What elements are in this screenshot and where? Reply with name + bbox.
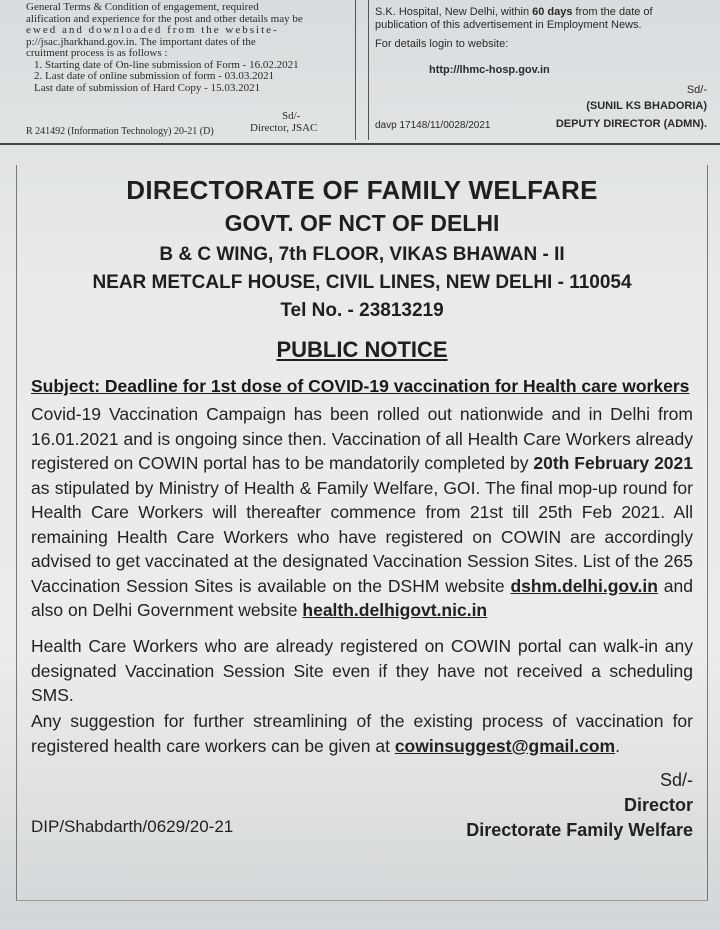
hospital-line: publication of this advertisement in Employment News. — [375, 19, 642, 31]
notice-paragraph-1 — [31, 402, 693, 623]
hospital-signatory-designation: DEPUTY DIRECTOR (ADMN). — [555, 118, 707, 130]
jsac-line: p://jsac.jharkhand.gov.in. The important dates of the — [26, 35, 256, 48]
telephone-line: Tel No. - 23813219 — [280, 300, 444, 321]
hospital-advertisement-clipping — [368, 0, 713, 140]
govt-heading: GOVT. OF NCT OF DELHI — [224, 210, 500, 236]
jsac-line: General Terms & Condition of engagement, required — [26, 1, 259, 13]
jsac-signatory: Director, JSAC — [250, 122, 318, 134]
notice-signatory-org: Directorate Family Welfare — [466, 820, 693, 840]
hospital-website-link[interactable]: http://lhmc-hosp.gov.in — [429, 64, 550, 76]
notice-paragraph-2: Health Care Workers who are already registered on COWIN portal can walk-in any designated Vaccination Session Site even if they have not received a scheduling SMS. — [31, 636, 693, 705]
hospital-line: For details login to website: — [375, 38, 509, 50]
notice-paragraph-3 — [31, 709, 693, 758]
jsac-line: cruitment process is as follows : — [26, 47, 168, 59]
notice-reference-code: DIP/Shabdarth/0629/20-21 — [31, 817, 234, 836]
hospital-reference: davp 17148/11/0028/2021 — [375, 120, 491, 131]
jsac-date-item: Last date of submission of Hard Copy - 15.03.2021 — [34, 81, 261, 94]
suggestion-email-link[interactable]: cowinsuggest@gmail.com — [394, 735, 616, 756]
notice-signature: Sd/- — [659, 770, 693, 790]
address-line-1: B & C WING, 7th FLOOR, VIKAS BHAWAN - II — [159, 244, 565, 265]
deadline-date: 20th February 2021 — [533, 453, 693, 473]
hospital-signatory-name: (SUNIL KS BHADORIA) — [586, 100, 707, 112]
address-line-2: NEAR METCALF HOUSE, CIVIL LINES, NEW DELHI - 110054 — [92, 272, 632, 293]
jsac-line: alification and experience for the post and other details may be — [26, 12, 303, 25]
hospital-signature: Sd/- — [686, 84, 707, 96]
jsac-ad-text — [26, 2, 344, 94]
org-name-heading: DIRECTORATE OF FAMILY WELFARE — [126, 175, 598, 205]
notice-subject: Subject: Deadline for 1st dose of COVID-19 vaccination for Health care workers — [31, 376, 690, 396]
notice-title: PUBLIC NOTICE — [276, 337, 448, 362]
hospital-line-text: S.K. Hospital, New Delhi, within — [375, 6, 533, 18]
hospital-line-bold: 60 days — [532, 6, 573, 18]
dshm-website-link[interactable]: dshm.delhi.gov.in — [510, 575, 658, 596]
jsac-advertisement-clipping — [0, 0, 356, 140]
paragraph-text: Any suggestion for further streamlining of the existing process of vaccination for registered health care workers can be given at — [31, 711, 693, 756]
paragraph-text: . — [615, 735, 620, 756]
jsac-reference: R 241492 (Information Technology) 20-21 (D) — [26, 126, 214, 137]
notice-signatory: Director — [623, 795, 693, 815]
paragraph-text: and also on Delhi Government website — [31, 575, 693, 620]
paragraph-text: as stipulated by Ministry of Health & Family Welfare, GOI. The final mop-up round for Health Care Workers will thereafter commence from 21st till 25th Feb 2021. All remaining Health Care Workers who have registered on COWIN are accordingly advised to get vaccinated at the designated Vaccination Session Sites. List of the 265 Vaccination Session Sites is available on the DSHM website — [31, 477, 693, 596]
hospital-ad-text — [375, 6, 705, 51]
public-notice-box — [16, 165, 708, 901]
hospital-line — [375, 6, 705, 19]
delhigovt-website-link[interactable]: health.delhigovt.nic.in — [302, 600, 488, 620]
paragraph-text: Covid-19 Vaccination Campaign has been rolled out nationwide and in Delhi from 16.01.2021 and is ongoing since then. Vaccination of all Health Care Workers already registered on COWIN portal has to be mandatorily completed by — [31, 404, 693, 473]
jsac-line: ewed and downloaded from the website- — [26, 24, 279, 36]
jsac-date-item: 2. Last date of online submission of form - 03.03.2021 — [34, 70, 275, 82]
jsac-signature: Sd/- — [282, 110, 301, 122]
hospital-line-text: from the date of — [572, 6, 653, 18]
jsac-date-item: 1. Starting date of On-line submission of Form - 16.02.2021 — [34, 58, 299, 71]
section-divider — [0, 143, 720, 145]
jsac-dates-list — [26, 60, 344, 95]
